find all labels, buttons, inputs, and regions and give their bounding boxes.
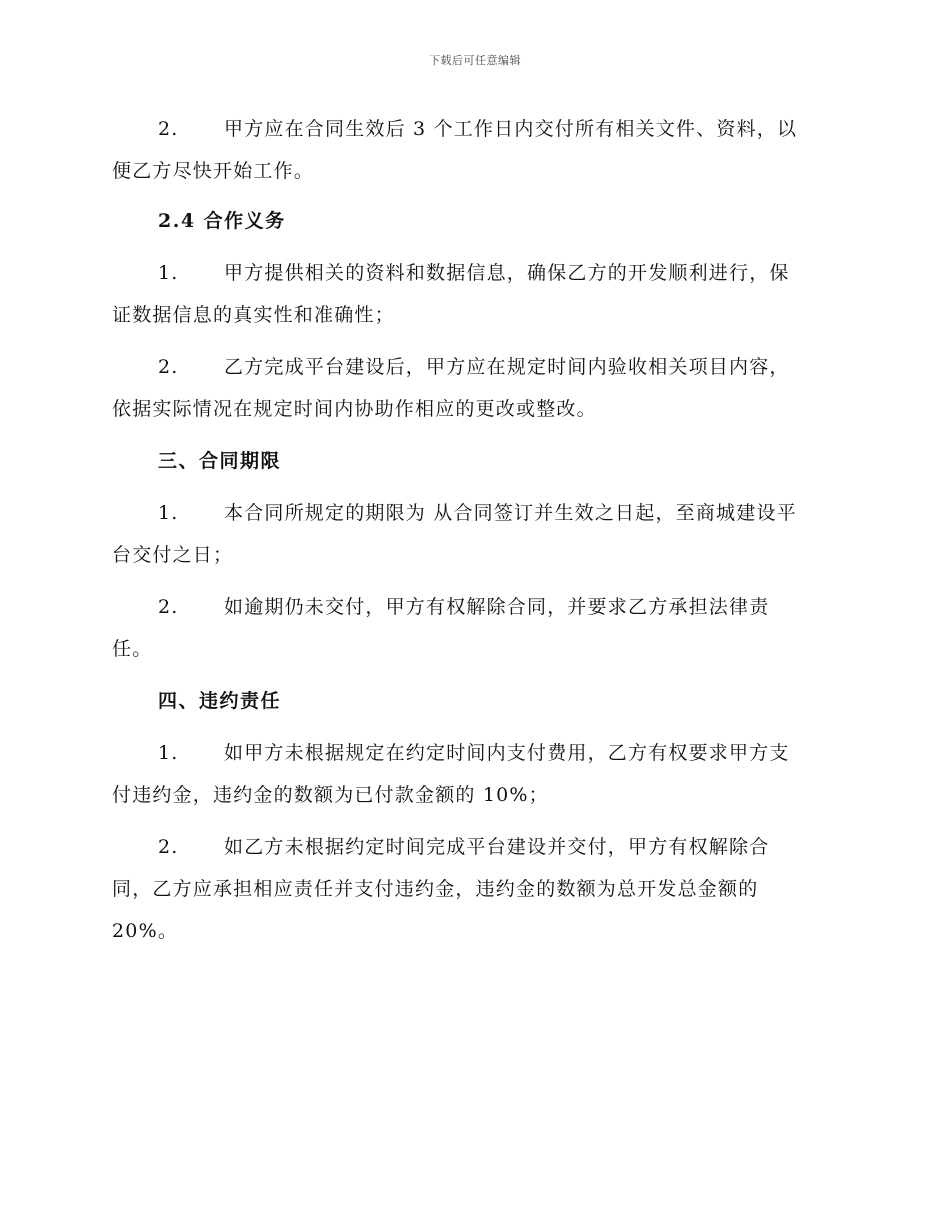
- clause-text: 如逾期仍未交付，甲方有权解除合同，并要求乙方承担法律责: [224, 596, 770, 618]
- item-number: 2.: [158, 356, 179, 378]
- section-heading-4: 四、违约责任: [158, 690, 282, 712]
- clause-3-item-1: [112, 492, 842, 576]
- clause-line: 付违约金，违约金的数额为已付款金额的 10%；: [112, 784, 549, 806]
- clause-line: 台交付之日；: [112, 544, 234, 566]
- clause-2-4-item-1: [112, 252, 842, 336]
- clause-text: 甲方提供相关的资料和数据信息，确保乙方的开发顺利进行，保: [224, 262, 790, 284]
- clause-line: 同，乙方应承担相应责任并支付违约金，违约金的数额为总开发总金额的: [112, 878, 759, 900]
- clause-4-item-2: [112, 826, 842, 952]
- section-heading-3: 三、合同期限: [158, 450, 282, 472]
- clause-text: 本合同所规定的期限为 从合同签订并生效之日起，至商城建设平: [224, 502, 797, 524]
- clause-3-item-2: [112, 586, 842, 670]
- clause-text: 甲方应在合同生效后 3 个工作日内交付所有相关文件、资料，以: [224, 118, 798, 140]
- item-number: 2.: [158, 836, 179, 858]
- item-number: 1.: [158, 502, 179, 524]
- item-number: 2.: [158, 118, 179, 140]
- header-note: 下载后可任意编辑: [429, 54, 521, 67]
- clause-2-4-item-2: [112, 346, 842, 430]
- clause-line: 证数据信息的真实性和准确性；: [112, 304, 395, 326]
- clause-line: [112, 492, 842, 534]
- clause-line: [112, 586, 842, 628]
- clause-text: 如甲方未根据规定在约定时间内支付费用，乙方有权要求甲方支: [224, 742, 790, 764]
- clause-line: 便乙方尽快开始工作。: [112, 160, 315, 182]
- clause-line: [112, 252, 842, 294]
- item-number: 2.: [158, 596, 179, 618]
- clause-text: 乙方完成平台建设后，甲方应在规定时间内验收相关项目内容，: [224, 356, 790, 378]
- clause-line: [112, 826, 842, 868]
- clause-line: 20%。: [112, 920, 179, 942]
- item-number: 1.: [158, 742, 179, 764]
- clause-line: 任。: [112, 638, 153, 660]
- section-heading-2-4: 2.4 合作义务: [158, 210, 286, 232]
- clause-2-3-item-2: [112, 108, 842, 192]
- item-number: 1.: [158, 262, 179, 284]
- clause-text: 如乙方未根据约定时间完成平台建设并交付，甲方有权解除合: [224, 836, 770, 858]
- clause-line: [112, 732, 842, 774]
- clause-line: [112, 108, 842, 150]
- clause-line: 依据实际情况在规定时间内协助作相应的更改或整改。: [112, 398, 597, 420]
- clause-4-item-1: [112, 732, 842, 816]
- clause-line: [112, 346, 842, 388]
